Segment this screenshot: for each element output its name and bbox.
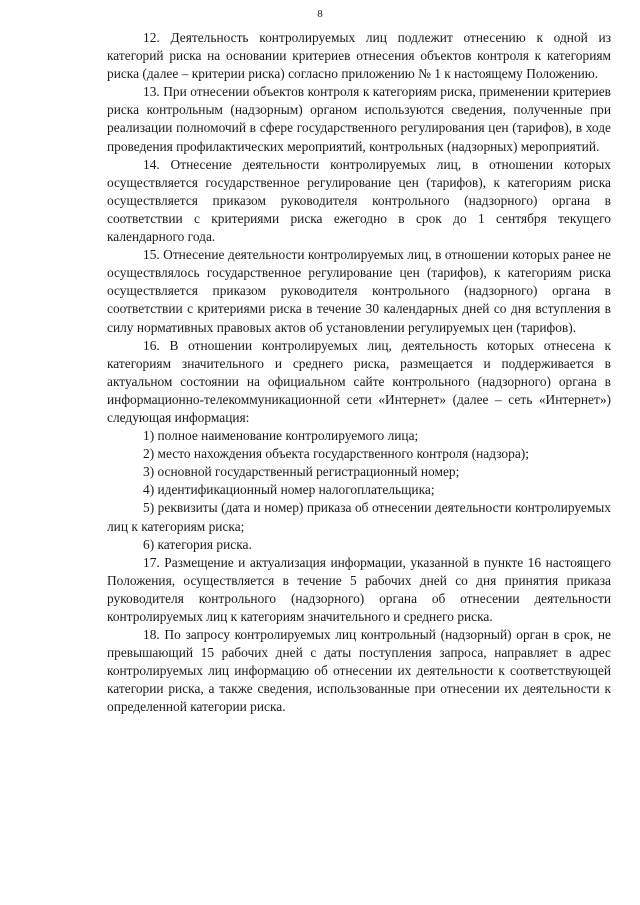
paragraph-12: 12. Деятельность контролируемых лиц подлежит отнесению к одной из категорий риска на основании критериев отнесения объектов контроля к категориям риска (далее – критерии риска) согласно приложению № 1 к настоящему Положению. xyxy=(107,30,611,82)
paragraph-16: 16. В отношении контролируемых лиц, деятельность которых отнесена к категориям значительного и среднего риска, размещается и поддерживается в актуальном состоянии на официальном сайте контрольного (надзорного) органа в информационно-телекоммуникационной сети «Интернет» (далее – сеть «Интернет») следующая информация: xyxy=(107,337,611,425)
list-item-3: 3) основной государственный регистрационный номер; xyxy=(143,464,460,480)
document-body xyxy=(107,29,611,717)
list-item-6: 6) категория риска. xyxy=(143,536,252,552)
paragraph-17: 17. Размещение и актуализация информации, указанной в пункте 16 настоящего Положения, осуществляется в течение 5 рабочих дней со дня принятия приказа руководителя контрольного (надзорного) органа об отнесении деятельности контролируемых лиц к категориям значительного и среднего риска. xyxy=(107,554,611,624)
page-number: 8 xyxy=(317,8,323,20)
list-item-2: 2) место нахождения объекта государственного контроля (надзора); xyxy=(143,446,529,462)
paragraph-18: 18. По запросу контролируемых лиц контрольный (надзорный) орган в срок, не превышающий 15 рабочих дней с даты поступления запроса, направляет в адрес контролируемых лиц информацию об отнесении их деятельности к соответствующей категории риска, а также сведения, использованные при отнесении их деятельности к определенной категории риска. xyxy=(107,627,611,715)
list-item-5: 5) реквизиты (дата и номер) приказа об отнесении деятельности контролируемых лиц к категориям риска; xyxy=(107,500,611,534)
list-item-1: 1) полное наименование контролируемого лица; xyxy=(143,428,419,444)
paragraph-13: 13. При отнесении объектов контроля к категориям риска, применении критериев риска контрольным (надзорным) органом используются сведения, полученные при реализации полномочий в сфере государственного регулирования цен (тарифов), в ходе проведения профилактических мероприятий, контрольных (надзорных) мероприятий. xyxy=(107,84,611,154)
paragraph-15: 15. Отнесение деятельности контролируемых лиц, в отношении которых ранее не осуществлялось государственное регулирование цен (тарифов), к категориям риска осуществляется приказом руководителя контрольного (надзорного) органа в соответствии с критериями риска в течение 30 календарных дней со дня вступления в силу нормативных правовых актов об установлении регулируемых цен (тарифов). xyxy=(107,247,611,335)
paragraph-14: 14. Отнесение деятельности контролируемых лиц, в отношении которых осуществляется государственное регулирование цен (тарифов), к категориям риска осуществляется приказом руководителя контрольного (надзорного) органа в соответствии с критериями риска ежегодно в срок до 1 сентября текущего календарного года. xyxy=(107,156,611,245)
list-item-4: 4) идентификационный номер налогоплательщика; xyxy=(143,482,435,498)
